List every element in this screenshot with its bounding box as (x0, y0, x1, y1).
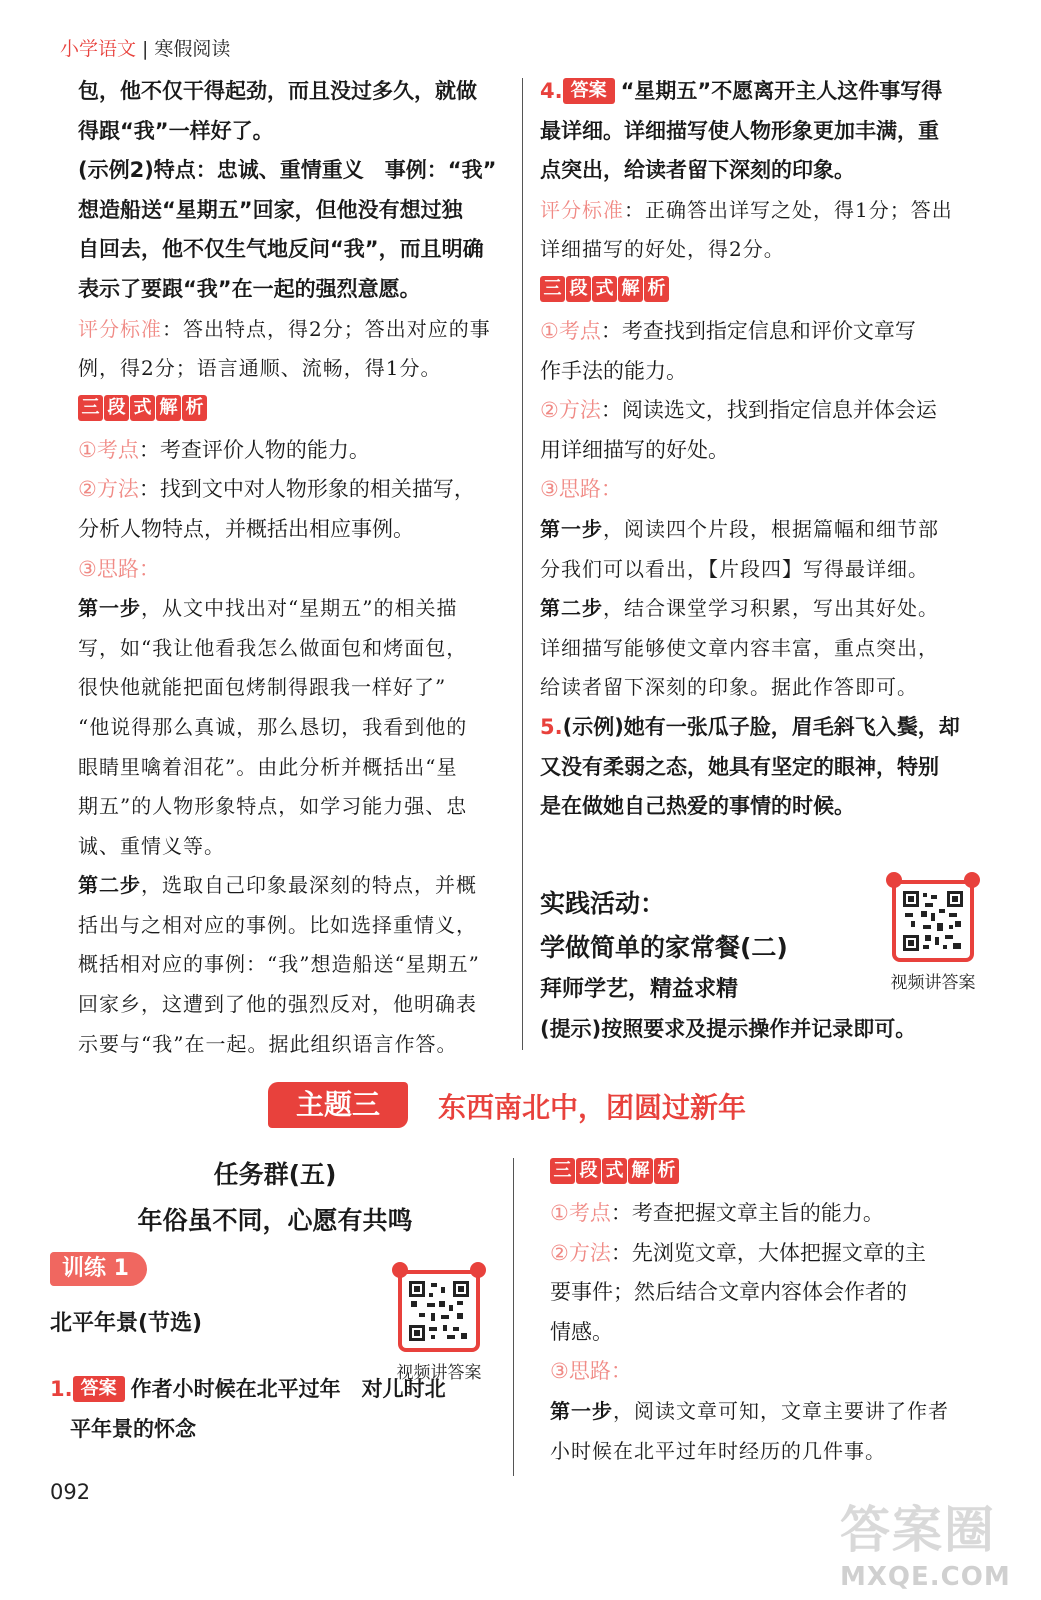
tag-char: 式 (130, 395, 155, 421)
answer-text-line: 包，他不仅干得起劲，而且没过多久，就做 (78, 79, 477, 103)
step-text-line: 示要与“我”在一起。据此组织语言作答。 (78, 1031, 458, 1056)
scoring-criteria-cont: 例，得2分；语言通顺、流畅，得1分。 (78, 356, 442, 381)
tag-char: 式 (602, 1158, 627, 1184)
watermark-text: 答案圈 (840, 1501, 996, 1559)
tag-char: 解 (628, 1158, 653, 1184)
tag-char: 段 (576, 1158, 601, 1184)
test-point-text: ：考查评价人物的能力。 (138, 437, 370, 462)
scoring-criteria-cont: 详细描写的好处，得2分。 (540, 237, 785, 262)
training-tag: 训练 1 (50, 1252, 147, 1286)
step-two (78, 866, 508, 906)
tag-char: 段 (104, 395, 129, 421)
answer-text-line: 想造船送“星期五”回家，但他没有想过独 (78, 197, 463, 222)
qr-code-video-bottom[interactable] (389, 1270, 489, 1383)
step-text-line: 眼睛里噙着泪花”。由此分析并概括出“星 (78, 754, 458, 779)
test-point-label: ①考点 (540, 318, 601, 343)
scoring-label: 评分标准 (540, 197, 624, 222)
answer-text-line: (示例2)特点：忠诚、重情重义 事例：“我” (78, 158, 497, 183)
step-text-line: 分我们可以看出，【片段四】写得最详细。 (540, 556, 929, 581)
task-group-subtitle: 年俗虽不同，心愿有共鸣 (137, 1206, 413, 1235)
tag-char: 析 (654, 1158, 679, 1184)
step-one-label: 第一步 (540, 516, 603, 541)
test-point-cont: 作手法的能力。 (540, 358, 687, 383)
method-cont: 要事件；然后结合文章内容体会作者的 (550, 1280, 907, 1305)
theme-pill: 主题三 (268, 1082, 408, 1128)
question-number: 1. (50, 1377, 73, 1401)
answer-text-line: 表示了要跟“我”在一起的强烈意愿。 (78, 276, 421, 301)
step-text-line: 很快他就能把面包烤制得跟我一样好了” (78, 675, 447, 700)
question-5-answer (540, 708, 985, 748)
answer-text-line: 最详细。详细描写使人物形象更加丰满，重 (540, 118, 939, 143)
tag-char: 三 (550, 1158, 575, 1184)
answer-tag: 答案 (563, 78, 615, 104)
tag-char: 式 (592, 276, 617, 302)
step-text-line: “他说得那么真诚，那么恳切，我看到他的 (78, 714, 468, 739)
step-one (78, 589, 508, 629)
step-text-line: 期五”的人物形象特点，如学习能力强、忠 (78, 794, 468, 819)
thinking-label: ③思路： (540, 477, 622, 502)
tag-char: 析 (182, 395, 207, 421)
answer-text-line: 又没有柔弱之态，她具有坚定的眼神，特别 (540, 754, 939, 779)
scoring-text: ：正确答出详写之处，得1分；答出 (624, 197, 953, 222)
test-point-label: ①考点 (550, 1201, 611, 1225)
method-label: ②方法 (550, 1240, 611, 1265)
step-two-label: 第二步 (540, 596, 603, 621)
method-cont: 用详细描写的好处。 (540, 437, 729, 462)
method-label: ②方法 (540, 398, 601, 423)
bottom-right-column (550, 1152, 990, 1471)
column-divider-top (522, 78, 523, 1050)
scoring-label: 评分标准 (78, 316, 162, 341)
tag-char: 解 (618, 276, 643, 302)
step-text: ，选取自己印象最深刻的特点，并概 (141, 873, 477, 898)
practice-heading: 实践活动： (540, 889, 666, 918)
scoring-criteria (78, 310, 508, 350)
three-part-analysis-tag (550, 1158, 990, 1190)
tag-char: 段 (566, 276, 591, 302)
test-point (550, 1194, 990, 1234)
qr-code-icon (407, 1279, 471, 1343)
test-point-label: ①考点 (78, 437, 139, 462)
practice-motto: 拜师学艺，精益求精 (540, 977, 739, 1002)
task-group-title: 任务群(五) (213, 1160, 337, 1189)
test-point-text: ：考查找到指定信息和评价文章写 (600, 318, 916, 343)
three-part-analysis-tag (78, 395, 508, 427)
step-text-line: 括出与之相对应的事例。比如选择重情义， (78, 912, 477, 937)
step-text: ，阅读四个片段，根据篇幅和细节部 (603, 516, 939, 541)
step-text: ，从文中找出对“星期五”的相关描 (141, 596, 458, 621)
qr-code-video-top[interactable] (883, 880, 983, 993)
method-text: ：先浏览文章，大体把握文章的主 (610, 1240, 926, 1265)
subject-label: 小学语文 (60, 38, 137, 60)
method-text: ：找到文中对人物形象的相关描写， (138, 477, 475, 502)
step-text-line: 详细描写能够使文章内容丰富，重点突出， (540, 635, 939, 660)
thinking-label: ③思路： (550, 1359, 632, 1384)
step-text-line: 回家乡，这遭到了他的强烈反对，他明确表 (78, 992, 477, 1017)
column-divider-bottom (513, 1158, 514, 1476)
step-text-line: 概括相对应的事例：“我”想造船送“星期五” (78, 952, 480, 977)
practice-subheading: 学做简单的家常餐(二) (540, 933, 788, 962)
answer-text-line: 平年景的怀念 (70, 1416, 196, 1441)
step-text-line: 诚、重情义等。 (78, 833, 225, 858)
question-4-answer (540, 72, 985, 112)
method (540, 391, 985, 431)
watermark-logo (840, 1490, 1020, 1590)
qr-code-icon (901, 889, 965, 953)
answer-text: 作者小时候在北平过年 对儿时北 (130, 1377, 446, 1401)
answer-tag: 答案 (73, 1376, 125, 1402)
answer-text: “星期五”不愿离开主人这件事写得 (620, 79, 943, 103)
top-right-column (540, 72, 985, 827)
page-number: 092 (50, 1480, 91, 1504)
tag-char: 三 (78, 395, 103, 421)
theme-banner (268, 1082, 788, 1136)
step-one (550, 1392, 990, 1432)
practice-tip: (提示)按照要求及提示操作并记录即可。 (540, 1017, 917, 1041)
method-cont: 情感。 (550, 1319, 613, 1344)
answer-text-line: 得跟“我”一样好了。 (78, 118, 274, 143)
three-part-analysis-tag (540, 276, 985, 308)
answer-text-line: 自回去，他不仅生气地反问“我”，而且明确 (78, 237, 484, 262)
test-point (540, 312, 985, 352)
qr-frame (892, 880, 974, 962)
step-text: ，阅读文章可知，文章主要讲了作者 (613, 1398, 949, 1423)
qr-frame (398, 1270, 480, 1352)
step-text-line: 写，如“我让他看我怎么做面包和烤面包， (78, 635, 468, 660)
header-separator: | (142, 38, 149, 60)
test-point-text: ：考查把握文章主旨的能力。 (610, 1201, 884, 1225)
scoring-text: ：答出特点，得2分；答出对应的事 (162, 316, 491, 341)
step-two (540, 589, 985, 629)
top-left-column (78, 72, 508, 1064)
question-number: 4. (540, 79, 563, 103)
step-text-line: 给读者留下深刻的印象。据此作答即可。 (540, 675, 918, 700)
step-one-label: 第一步 (550, 1398, 613, 1423)
article-title: 北平年景(节选) (50, 1311, 203, 1336)
running-header (60, 34, 230, 61)
step-text: ，结合课堂学习积累，写出其好处。 (603, 596, 939, 621)
step-two-label: 第二步 (78, 873, 141, 898)
answer-text: (示例)她有一张瓜子脸，眉毛斜飞入鬓，却 (562, 714, 960, 739)
scoring-criteria (540, 191, 985, 231)
step-text-line: 小时候在北平过年时经历的几件事。 (550, 1438, 886, 1463)
tag-char: 析 (644, 276, 669, 302)
book-label: 寒假阅读 (154, 38, 231, 60)
answer-text-line: 是在做她自己热爱的事情的时候。 (540, 794, 855, 819)
qr-caption: 视频讲答案 (890, 973, 976, 993)
step-one (540, 510, 985, 550)
method-text: ：阅读选文，找到指定信息并体会运 (600, 398, 937, 423)
method (550, 1234, 990, 1274)
tag-char: 三 (540, 276, 565, 302)
thinking-label: ③思路： (78, 556, 160, 581)
tag-char: 解 (156, 395, 181, 421)
step-one-label: 第一步 (78, 596, 141, 621)
test-point (78, 431, 508, 471)
answer-text-line: 点突出，给读者留下深刻的印象。 (540, 158, 855, 183)
watermark-url: MXQE.COM (840, 1562, 1011, 1592)
question-number: 5. (540, 714, 563, 739)
theme-title: 东西南北中，团圆过新年 (438, 1091, 747, 1124)
method-cont: 分析人物特点，并概括出相应事例。 (78, 516, 414, 541)
method (78, 470, 508, 510)
qr-caption: 视频讲答案 (396, 1363, 482, 1383)
method-label: ②方法 (78, 477, 139, 502)
